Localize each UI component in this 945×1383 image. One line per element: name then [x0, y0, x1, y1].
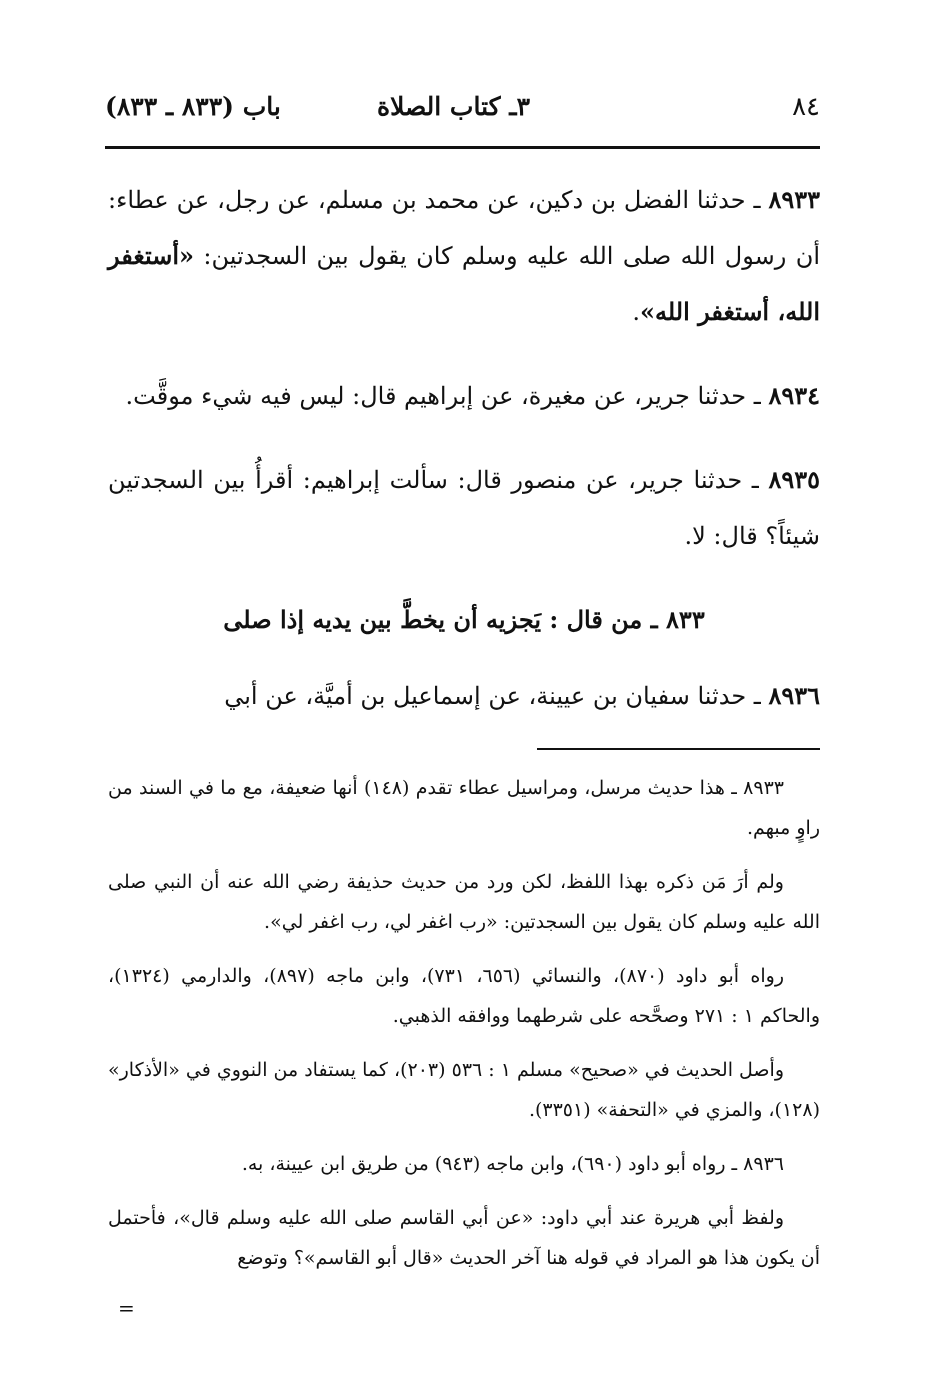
hadith-number: ٨٩٣٥: [768, 465, 820, 494]
footnote-8936: ٨٩٣٦ ـ رواه أبو داود (٦٩٠)، وابن ماجه (٩٤٣) من طريق ابن عيينة، به.: [241, 1153, 784, 1175]
hadith-8936: [108, 668, 820, 724]
hadith-tail: .: [632, 298, 640, 326]
section-heading: ٨٣٣ ـ من قال : يَجزيه أن يخطَّ بين يديه إذا صلى: [223, 605, 705, 634]
hadith-8934: [108, 368, 820, 424]
hadith-quote: «أستغفر الله، أستغفر الله»: [108, 241, 820, 326]
hadith-text: ـ حدثنا جرير، عن مغيرة، عن إبراهيم قال: ليس فيه شيء موقَّت.: [125, 382, 769, 410]
footnote-paragraph: ولفظ أبي هريرة عند أبي داود: «عن أبي القاسم صلى الله عليه وسلم قال»، فأحتمل أن يكون هذا هو المراد في قوله هنا آخر الحديث «قال أبو القاسم»؟ وتوضع: [108, 1207, 820, 1269]
page-number: ٨٤: [792, 92, 820, 122]
hadith-text: ـ حدثنا الفضل بن دكين، عن محمد بن مسلم، عن رجل، عن عطاء: أن رسول الله صلى الله عليه وسلم كان يقول بين السجدتين:: [108, 186, 820, 270]
header-rule: [105, 146, 820, 149]
hadith-text: ـ حدثنا سفيان بن عيينة، عن إسماعيل بن أميَّة، عن أبي: [224, 682, 769, 710]
hadith-number: ٨٩٣٦: [768, 681, 820, 710]
footnote-8933: ٨٩٣٣ ـ هذا حديث مرسل، ومراسيل عطاء تقدم (١٤٨) أنها ضعيفة، مع ما في السند من راوٍ مبهم.: [108, 777, 820, 839]
book-title: ٣ـ كتاب الصلاة: [376, 92, 530, 121]
footnote-paragraph: وأصل الحديث في «صحيح» مسلم ١ : ٥٣٦ (٢٠٣)، كما يستفاد من النووي في «الأذكار» (١٢٨)، والمزي في «التحفة» (٣٣٥١).: [108, 1059, 820, 1121]
footnote-paragraph: رواه أبو داود (٨٧٠)، والنسائي (٦٥٦، ٧٣١)، وابن ماجه (٨٩٧)، والدارمي (١٣٢٤)، والحاكم ١ : ٢٧١ وصحَّحه على شرطهما ووافقه الذهبي.: [108, 965, 820, 1027]
hadith-8933: [108, 172, 820, 340]
footnote-rule: [537, 748, 820, 750]
hadith-number: ٨٩٣٤: [768, 381, 820, 410]
hadith-8935: [108, 452, 820, 564]
footnote-paragraph: ولم أرَ مَن ذكره بهذا اللفظ، لكن ورد من حديث حذيفة رضي الله عنه أن النبي صلى الله عليه وسلم كان يقول بين السجدتين: «رب اغفر لي، رب اغفر لي».: [108, 871, 820, 933]
hadith-text: ـ حدثنا جرير، عن منصور قال: سألت إبراهيم: أقرأُ بين السجدتين شيئاً؟ قال: لا.: [108, 466, 820, 550]
running-header: [105, 92, 820, 132]
main-text: [108, 172, 820, 752]
footnotes: [108, 768, 820, 1292]
chapter-range: باب (٨٣٣ ـ ٨٣٣): [105, 92, 281, 121]
hadith-number: ٨٩٣٣: [768, 185, 820, 214]
continuation-mark: =: [118, 1296, 135, 1320]
